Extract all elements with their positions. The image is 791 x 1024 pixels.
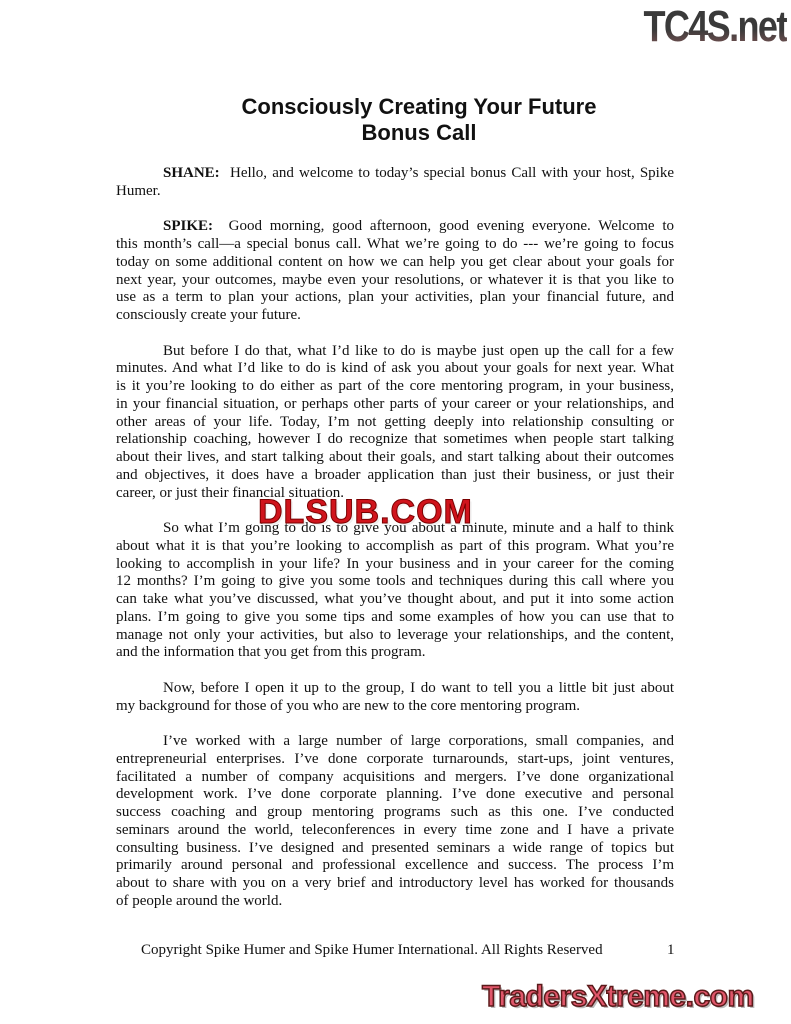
footer-copyright: Copyright Spike Humer and Spike Humer International. All Rights Reserved [141, 942, 603, 958]
text-line [116, 680, 674, 698]
text-line [116, 378, 674, 396]
text-line [116, 218, 674, 236]
text-line [116, 307, 674, 325]
text-line [116, 804, 674, 822]
text-line [116, 627, 674, 645]
text-line [116, 840, 674, 858]
document-body [116, 165, 674, 928]
text-line [116, 467, 674, 485]
line-text: Humer. [116, 182, 161, 199]
text-line [116, 396, 674, 414]
line-text: can take what you’ve discussed, what you’ve thought about, and put it into some action [116, 591, 674, 607]
line-text: consciously create your future. [116, 307, 301, 323]
text-line [116, 573, 674, 591]
text-line [116, 893, 674, 911]
text-line [116, 272, 674, 290]
text-line [116, 733, 674, 751]
line-text: in your financial situation, or perhaps other parts of your career or your relationships, and [116, 395, 674, 412]
text-line [116, 822, 674, 840]
line-text: Hello, and welcome to today’s special bonus Call with your host, Spike [229, 165, 675, 181]
line-text: seminars around the world, teleconferences in every time zone and I have a private [116, 821, 674, 838]
line-text: minutes. And what I’d like to do is kind of ask you about your goals for next year. What [116, 360, 674, 377]
text-line [116, 165, 674, 183]
line-text: entrepreneurial enterprises. I’ve done corporate turnarounds, start-ups, joint ventures, [116, 750, 674, 767]
line-text: But before I do that, what I’d like to do is maybe just open up the call for a few [163, 342, 674, 359]
paragraph [116, 343, 674, 503]
line-text: of people around the world. [116, 892, 283, 909]
line-text: use as a term to plan your actions, plan your activities, plan your financial future, and [116, 289, 674, 306]
tc4s-watermark-logo: TC4S.net [643, 2, 787, 51]
line-text: I’ve worked with a large number of large corporations, small companies, and [163, 733, 674, 749]
title-line-2: Bonus Call [361, 120, 477, 145]
line-text: consulting business. I’ve designed and presented seminars a wide range of topics but [116, 839, 674, 856]
text-line [116, 751, 674, 769]
text-line [116, 875, 674, 893]
text-line [116, 183, 674, 201]
text-line [116, 769, 674, 787]
line-text: Now, before I open it up to the group, I do want to tell you a little bit just about [163, 679, 674, 696]
speaker-label: SHANE: [163, 165, 220, 181]
line-text: success coaching and group mentoring programs such as this one. I’ve conducted [116, 804, 674, 820]
text-line [116, 360, 674, 378]
line-text: So what I’m going to do is to give you about a minute, minute and a half to think [163, 520, 674, 536]
paragraph [116, 218, 674, 325]
line-text: my background for those of you who are new to the core mentoring program. [116, 697, 581, 714]
dlsub-watermark-logo: DLSUB.COM [258, 493, 473, 531]
line-text: and the information that you get from this program. [116, 644, 426, 661]
line-text: next year, your outcomes, maybe even your resolutions, or whatever it is that you like to [116, 271, 674, 288]
line-text: about to share with you on a very brief and introductory level has worked for thousands [116, 875, 674, 891]
text-line [116, 644, 674, 662]
line-text: manage not only your activities, but also to leverage your relationships, and the content, [116, 626, 674, 643]
text-line [116, 343, 674, 361]
title-line-1: Consciously Creating Your Future [241, 94, 597, 119]
line-text: facilitated a number of company acquisitions and mergers. I’ve done organizational [116, 768, 674, 785]
line-text: about their lives, and start talking about their goals, and start talking about their outcomes [116, 449, 674, 465]
page-number: 1 [667, 942, 675, 958]
text-line [116, 414, 674, 432]
text-line [116, 857, 674, 875]
line-text: career, or just their financial situation. [116, 484, 345, 501]
paragraph [116, 165, 674, 201]
line-text: today on some additional content on how we can help you get clear about your goals for [116, 253, 674, 270]
document-title [0, 94, 791, 146]
line-text: about what it is that you’re looking to accomplish as part of this program. What you’re [116, 537, 674, 554]
line-text: looking to accomplish in your life? In your business and in your career for the coming [116, 555, 674, 572]
text-line [116, 556, 674, 574]
text-line [116, 591, 674, 609]
paragraph [116, 680, 674, 716]
line-text: 12 months? I’m going to give you some tools and techniques during this call where you [116, 573, 674, 590]
paragraph [116, 520, 674, 662]
text-line [116, 289, 674, 307]
line-text: Good morning, good afternoon, good evening everyone. Welcome to [228, 218, 675, 235]
text-line [116, 236, 674, 254]
line-text: other areas of your life. Today, I’m not getting deeply into relationship consulting or [116, 413, 674, 430]
line-text: this month’s call—a special bonus call. What we’re going to do --- we’re going to focus [116, 236, 674, 252]
tradersxtreme-watermark-logo: TradersXtreme.com [482, 980, 754, 1013]
line-text: primarily around personal and professional excellence and success. The process I’m [116, 857, 674, 874]
text-line [116, 254, 674, 272]
text-line [116, 698, 674, 716]
line-text: and objectives, it does have a broader application than just their business, or just their [116, 466, 674, 483]
text-line [116, 609, 674, 627]
line-text: is it you’re looking to do either as part of the core mentoring program, in your business, [116, 378, 674, 394]
line-text: relationship coaching, however I do recognize that sometimes when people start talking [116, 431, 674, 448]
text-line [116, 786, 674, 804]
text-line [116, 449, 674, 467]
speaker-label: SPIKE: [163, 218, 214, 235]
line-text: development work. I’ve done corporate planning. I’ve done executive and personal [116, 786, 674, 803]
line-text: plans. I’m going to give you some tips and some examples of how you can use that to [116, 608, 674, 625]
text-line [116, 431, 674, 449]
text-line [116, 538, 674, 556]
paragraph [116, 733, 674, 911]
